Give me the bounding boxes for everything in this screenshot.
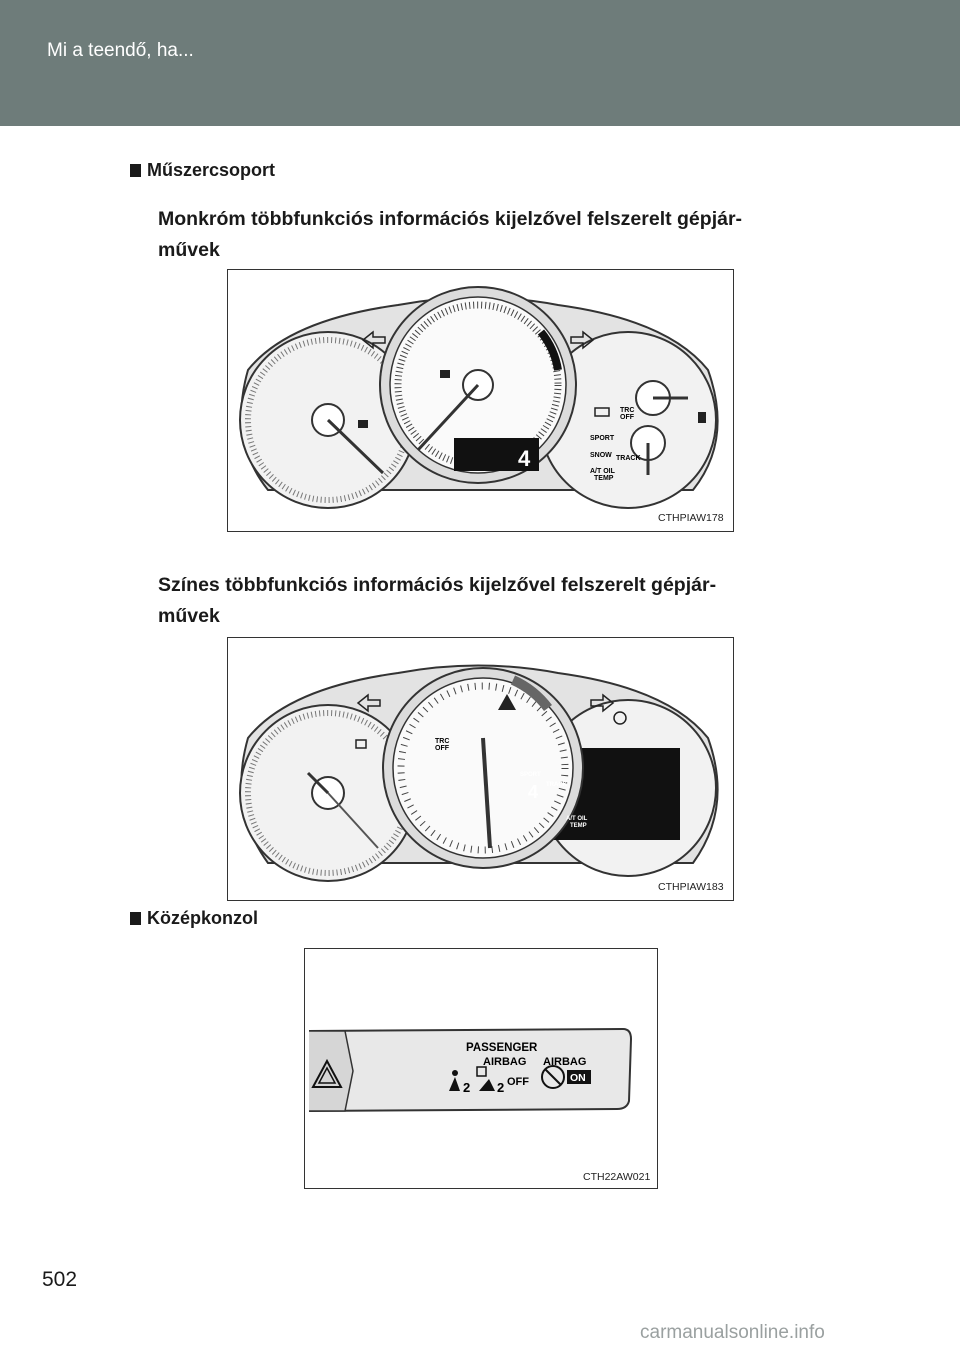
airbag-label-left: AIRBAG [483, 1056, 527, 1068]
section-heading-console [130, 908, 258, 929]
header-title: Mi a teendő, ha... [47, 40, 194, 61]
passenger-label: PASSENGER [466, 1042, 538, 1054]
square-bullet-icon [130, 164, 141, 177]
figure-mono-cluster [227, 269, 734, 532]
mono-sport-label: SPORT [590, 435, 615, 442]
lock-icon [440, 370, 450, 378]
color-at-oil-label: A/T OIL [566, 816, 588, 822]
caption-color-line1: Színes többfunkciós információs kijelzővel felszerelt gépjár- [158, 574, 717, 596]
mono-temp-label: TEMP [594, 475, 614, 482]
airbag-off-label: OFF [507, 1076, 529, 1088]
square-bullet-icon [130, 912, 141, 925]
color-cluster-illustration [228, 638, 733, 900]
page-header [0, 0, 960, 126]
console-illustration [305, 949, 657, 1188]
passenger-num-b: 2 [497, 1080, 505, 1095]
color-sport-label: SPORT [520, 772, 541, 778]
fuel-icon [698, 412, 706, 423]
figure-color-cluster [227, 637, 734, 901]
figure-code-console: CTH22AW021 [583, 1171, 651, 1183]
caption-mono-line1: Monkróm többfunkciós információs kijelzővel felszerelt gépjár- [158, 208, 743, 230]
mono-cluster-illustration [228, 270, 733, 531]
section-heading-text: Középkonzol [147, 908, 258, 928]
headlight-icon [358, 420, 368, 428]
caption-mono-line2: művek [158, 239, 220, 261]
figure-code-mono: CTHPIAW178 [658, 512, 724, 524]
passenger-num-a: 2 [463, 1080, 471, 1095]
mono-gear-digit: 4 [518, 446, 531, 471]
color-track-label: TRACK [546, 782, 567, 788]
caption-color-line2: művek [158, 605, 220, 627]
caption-mono [158, 204, 798, 266]
color-gear-digit: 4 [528, 782, 539, 802]
figure-console [304, 948, 658, 1189]
watermark: carmanualsonline.info [640, 1322, 825, 1343]
color-trc-off-label: OFF [435, 745, 449, 752]
section-heading-text: Műszercsoport [147, 160, 276, 180]
airbag-label-right: AIRBAG [543, 1056, 587, 1068]
mono-trc-label: TRC [620, 407, 635, 414]
page-number: 502 [42, 1268, 78, 1291]
color-trc-label: TRC [435, 738, 450, 745]
figure-code-color: CTHPIAW183 [658, 881, 724, 893]
mono-track-label: TRACK [616, 455, 641, 462]
airbag-on-label: ON [570, 1072, 586, 1084]
mono-snow-label: SNOW [590, 452, 612, 459]
mono-at-oil-label: A/T OIL [590, 468, 615, 475]
caption-color [158, 570, 798, 632]
mono-trc-off-label: OFF [620, 414, 634, 421]
section-heading-cluster [130, 160, 275, 181]
color-temp-label: TEMP [570, 823, 587, 829]
